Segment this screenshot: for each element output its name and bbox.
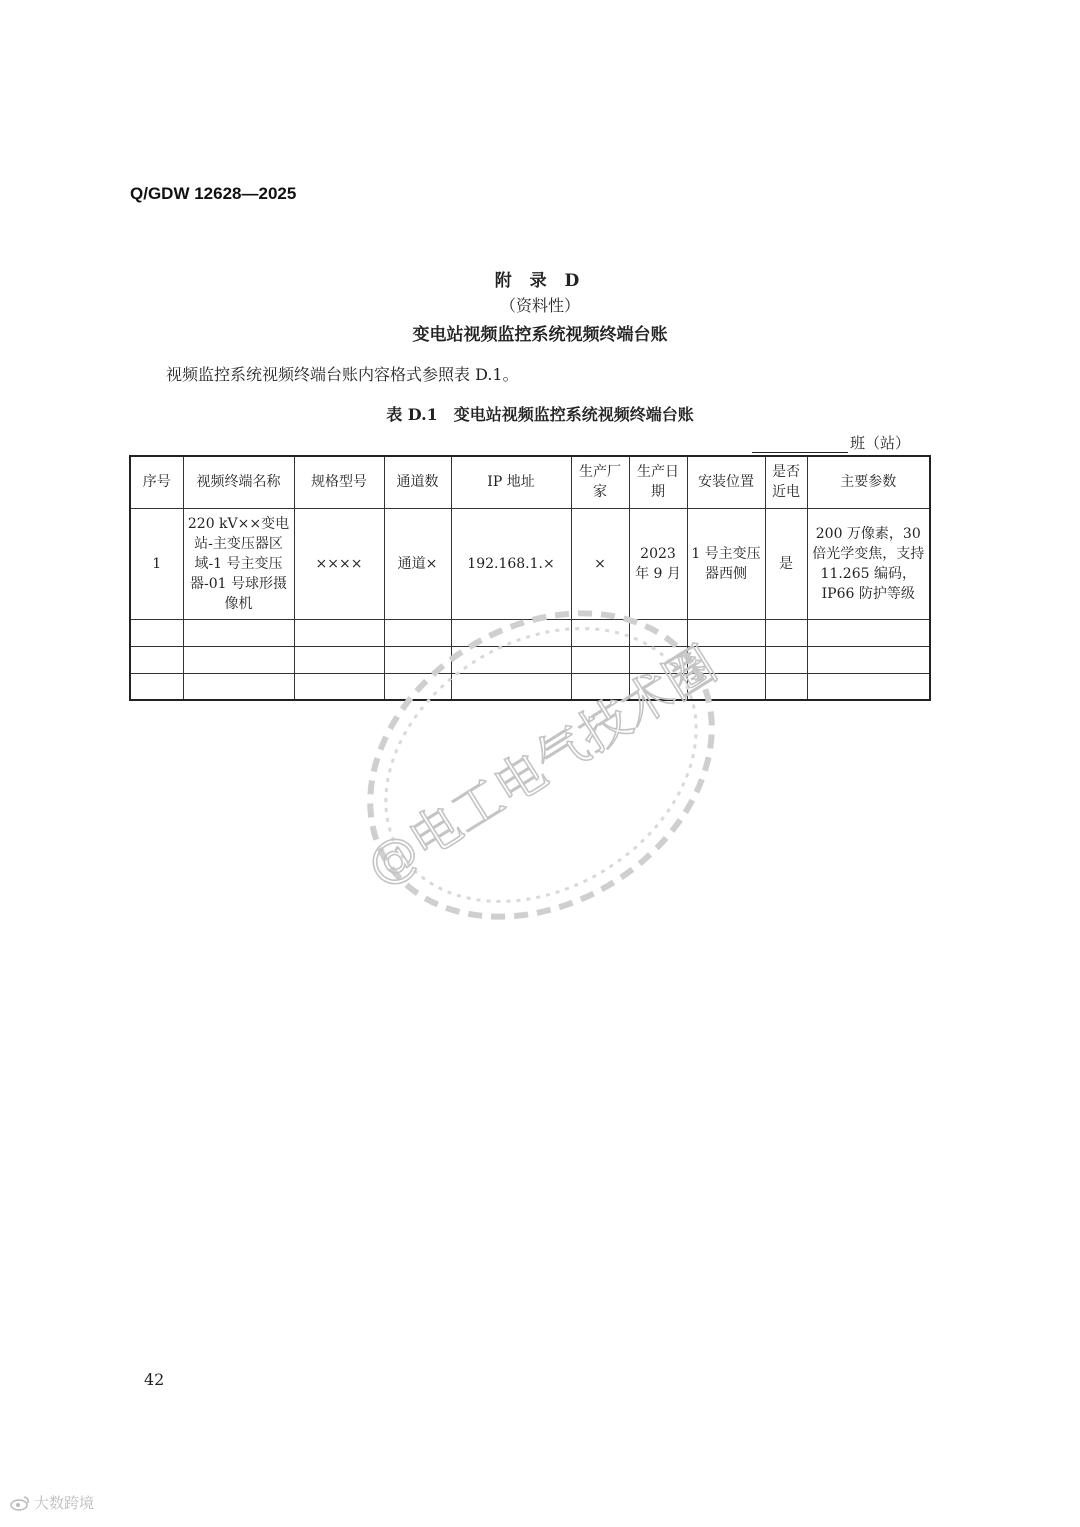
corner-watermark-text: 大数跨境 [34,1494,95,1512]
empty-cell [183,673,294,700]
empty-cell [687,619,765,646]
team-suffix: 班（站） [849,434,910,452]
empty-cell [807,619,930,646]
empty-table-row [130,646,930,673]
page-number: 42 [144,1370,165,1389]
empty-cell [571,673,629,700]
empty-cell [807,646,930,673]
empty-cell [571,646,629,673]
corner-watermark [10,1492,94,1513]
empty-cell [765,673,807,700]
header-terminal-name: 视频终端名称 [183,456,294,508]
empty-cell [451,646,571,673]
cell-params: 200 万像素，30 倍光学变焦，支持 11.265 编码，IP66 防护等级 [807,508,930,619]
empty-table-row [130,619,930,646]
header-location: 安装位置 [687,456,765,508]
empty-cell [765,619,807,646]
weibo-icon [10,1495,30,1511]
empty-cell [765,646,807,673]
cell-index: 1 [130,508,183,619]
empty-cell [183,646,294,673]
empty-cell [629,646,687,673]
empty-cell [629,619,687,646]
empty-cell [571,619,629,646]
header-index: 序号 [130,456,183,508]
empty-cell [451,673,571,700]
header-params: 主要参数 [807,456,930,508]
table-row [130,508,930,619]
header-date: 生产日期 [629,456,687,508]
cell-model: ×××× [294,508,384,619]
cell-channels: 通道× [384,508,451,619]
empty-cell [384,673,451,700]
empty-cell [130,619,183,646]
cell-manufacturer: × [571,508,629,619]
cell-ip: 192.168.1.× [451,508,571,619]
empty-cell [384,646,451,673]
table-caption: 表 D.1 变电站视频监控系统视频终端台账 [386,405,694,424]
cell-near-power: 是 [765,508,807,619]
empty-cell [629,673,687,700]
header-channels: 通道数 [384,456,451,508]
header-ip: IP 地址 [451,456,571,508]
appendix-name: 变电站视频监控系统视频终端台账 [412,325,668,345]
empty-cell [294,619,384,646]
empty-cell [687,646,765,673]
empty-cell [294,646,384,673]
cell-terminal-name: 220 kV××变电站-主变压器区域-1 号主变压器-01 号球形摄像机 [183,508,294,619]
header-manufacturer: 生产厂家 [571,456,629,508]
empty-cell [807,673,930,700]
appendix-type: （资料性） [499,296,580,315]
empty-cell [451,619,571,646]
intro-paragraph: 视频监控系统视频终端台账内容格式参照表 D.1。 [166,365,519,384]
empty-cell [294,673,384,700]
cell-location: 1 号主变压器西侧 [687,508,765,619]
cell-date: 2023 年 9 月 [629,508,687,619]
terminal-ledger-table [129,455,931,701]
standard-code: Q/GDW 12628—2025 [130,184,297,203]
header-near-power: 是否近电 [765,456,807,508]
team-station-line [752,432,910,453]
table-header-row [130,456,930,508]
empty-cell [384,619,451,646]
empty-cell [130,673,183,700]
header-model: 规格型号 [294,456,384,508]
empty-table-row [130,673,930,700]
team-blank-field [752,436,848,453]
empty-cell [687,673,765,700]
watermark-text: @电工电气技术圈 [356,635,727,897]
empty-cell [130,646,183,673]
empty-cell [183,619,294,646]
appendix-title: 附 录 D [494,271,586,291]
